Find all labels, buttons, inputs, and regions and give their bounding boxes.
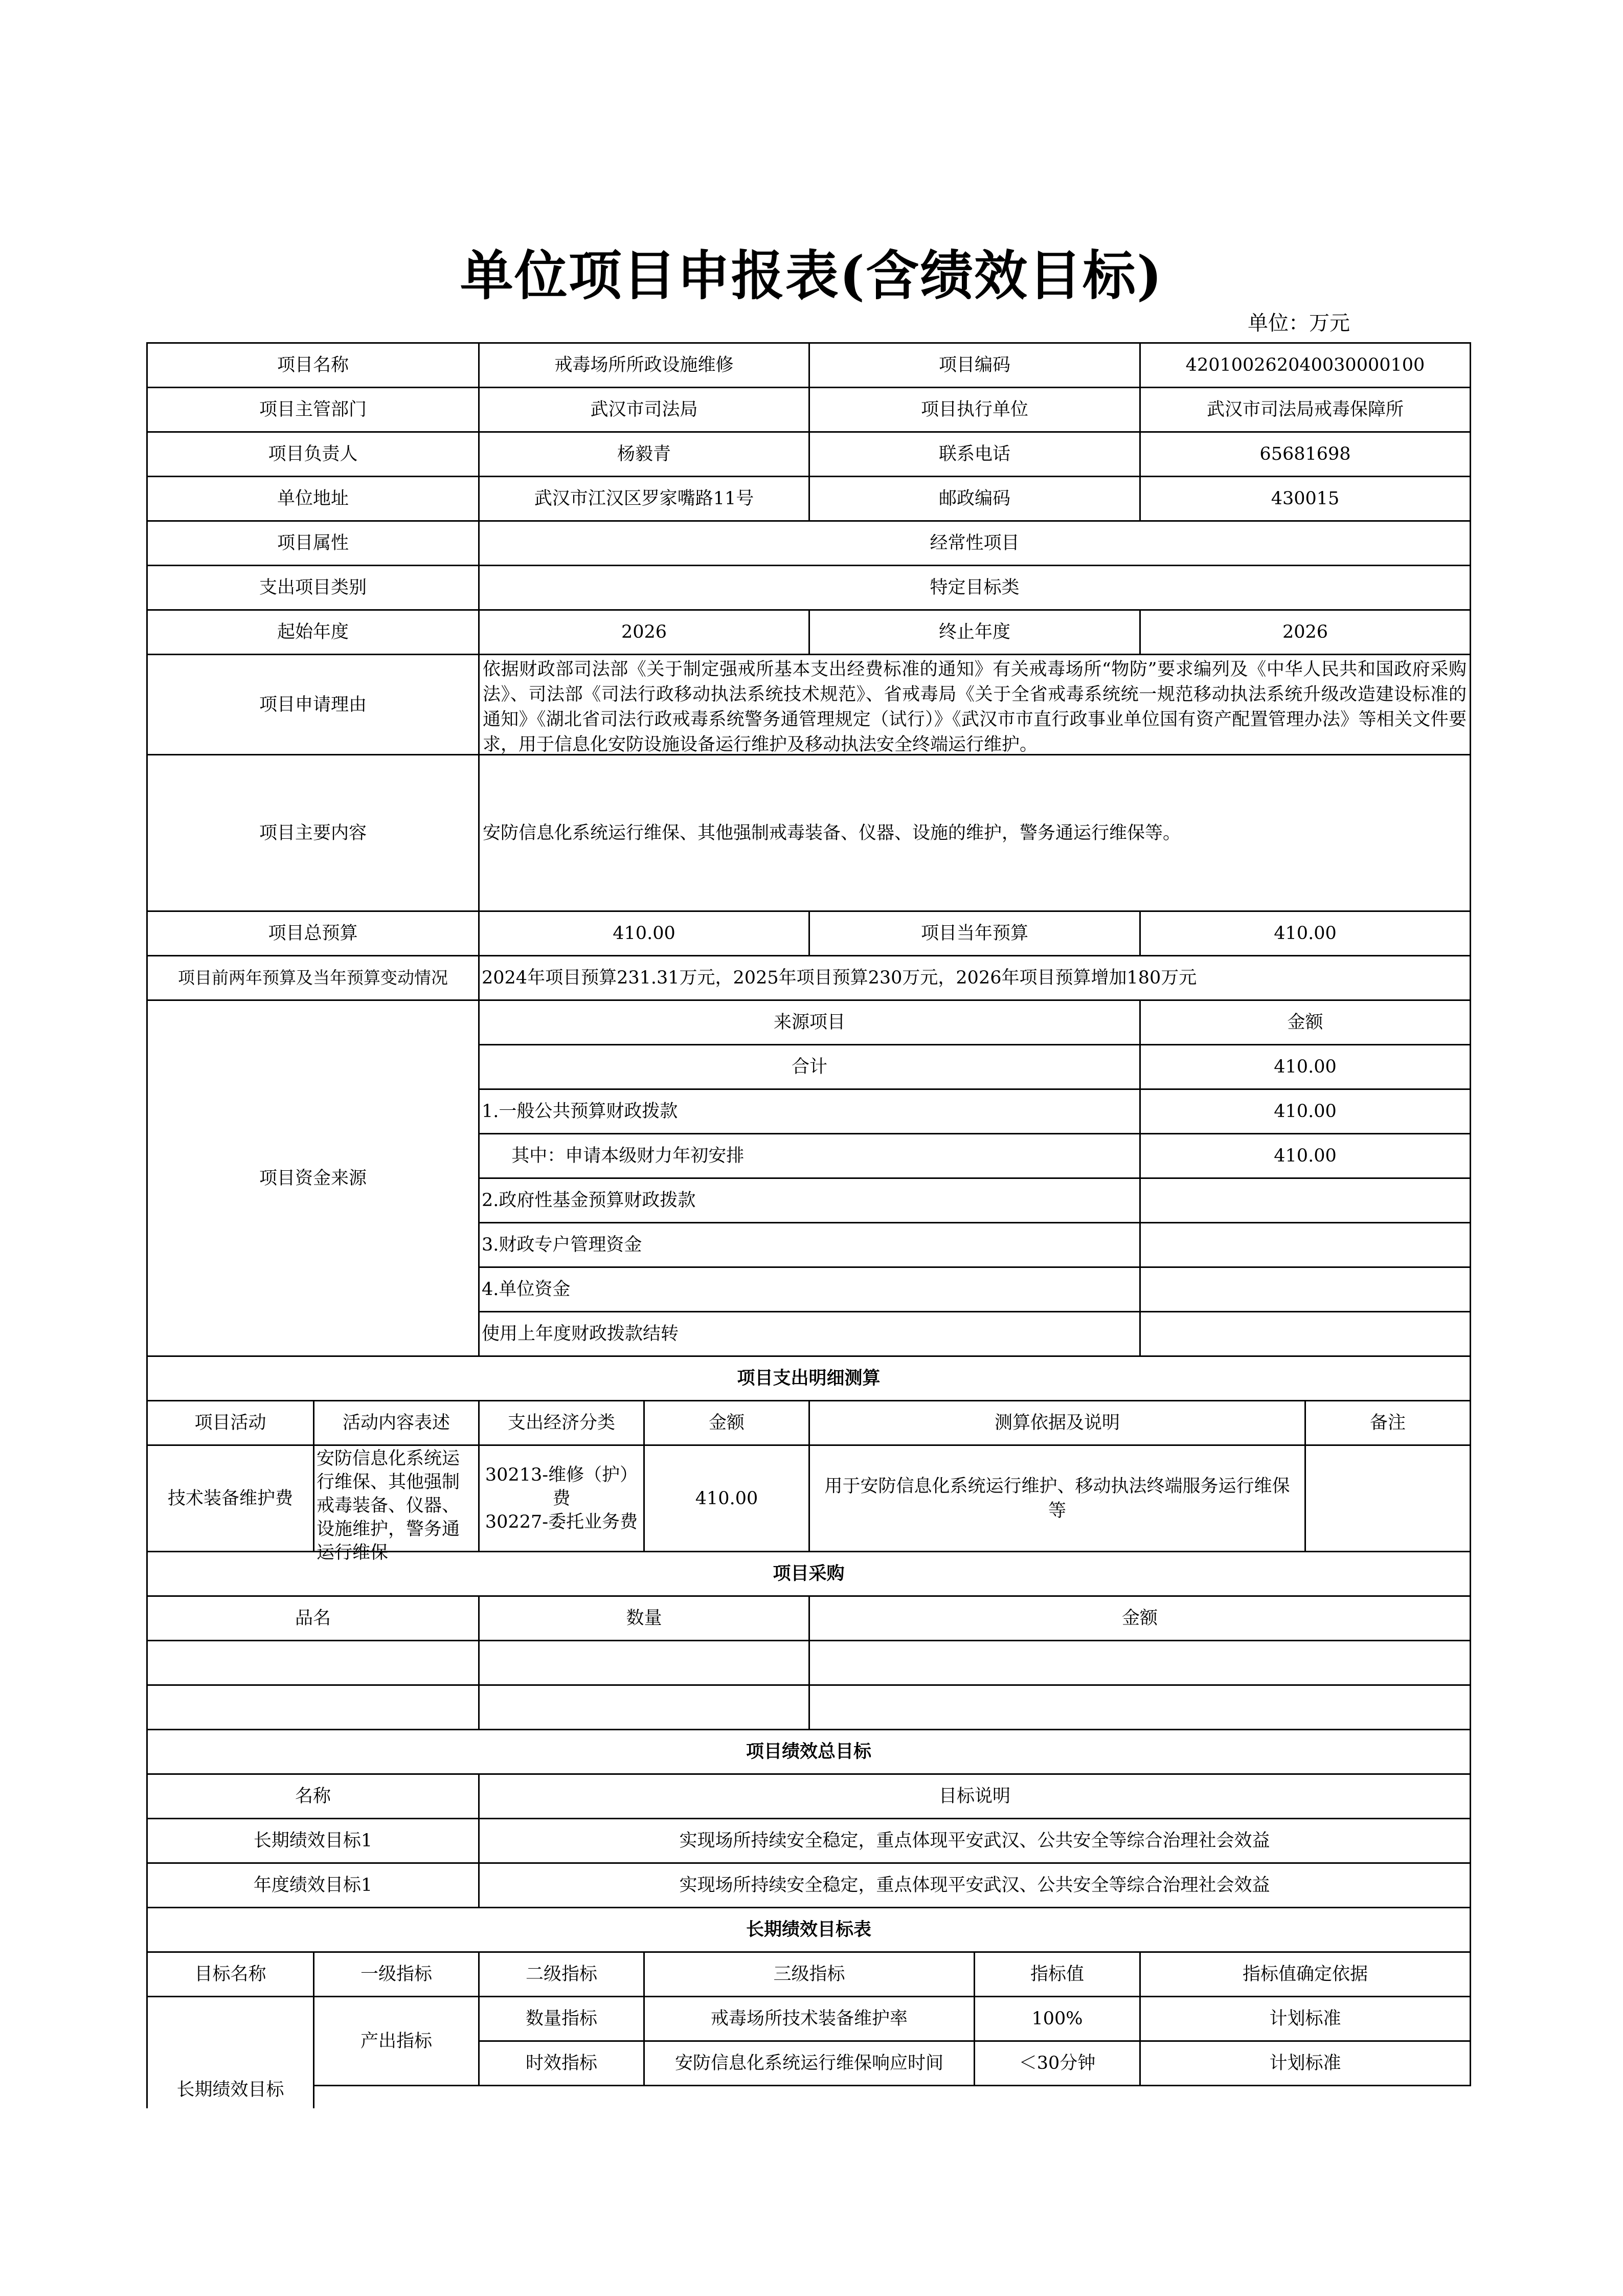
- label-funding-source: 项目资金来源: [146, 999, 480, 1357]
- funding-header-source: 来源项目: [478, 999, 1141, 1045]
- value-start-year: 2026: [478, 609, 810, 655]
- lt-goal-name: 长期绩效目标: [146, 1996, 314, 2108]
- label-phone: 联系电话: [808, 431, 1141, 477]
- value-manager: 杨毅青: [478, 431, 810, 477]
- label-end-year: 终止年度: [808, 609, 1141, 655]
- lt-basis: 计划标准: [1139, 1996, 1471, 2042]
- value-address: 武汉市江汉区罗家嘴路11号: [478, 476, 810, 522]
- goal-header-name: 名称: [146, 1773, 480, 1819]
- value-category: 特定目标类: [478, 565, 1471, 611]
- funding-row-label: 3.财政专户管理资金: [478, 1222, 1141, 1268]
- value-budget-change: 2024年项目预算231.31万元，2025年项目预算230万元，2026年项目预算增加180万元: [478, 955, 1471, 1001]
- expense-description: 安防信息化系统运行维保、其他强制戒毒装备、仪器、设施维护，警务通运行维保: [313, 1444, 480, 1552]
- funding-row-label: 2.政府性基金预算财政拨款: [478, 1177, 1141, 1223]
- procurement-amount: [808, 1640, 1471, 1686]
- funding-row-amount: 410.00: [1139, 1133, 1471, 1179]
- value-project-code: 420100262040030000100: [1139, 342, 1471, 388]
- value-postcode: 430015: [1139, 476, 1471, 522]
- lt-level2: 数量指标: [478, 1996, 645, 2042]
- procurement-qty: [478, 1640, 810, 1686]
- value-attribute: 经常性项目: [478, 520, 1471, 566]
- value-total-budget: 410.00: [478, 910, 810, 956]
- section-procurement: 项目采购: [146, 1551, 1471, 1597]
- label-category: 支出项目类别: [146, 565, 480, 611]
- expense-header-description: 活动内容表述: [313, 1400, 480, 1446]
- procurement-header-amount: 金额: [808, 1595, 1471, 1641]
- funding-row-amount: [1139, 1311, 1471, 1357]
- value-content: 安防信息化系统运行维保、其他强制戒毒装备、仪器、设施的维护，警务通运行维保等。: [478, 754, 1471, 912]
- funding-row-label: 合计: [478, 1044, 1141, 1090]
- procurement-header-name: 品名: [146, 1595, 480, 1641]
- lt-basis: 计划标准: [1139, 2040, 1471, 2086]
- label-manager: 项目负责人: [146, 431, 480, 477]
- goal-name: 长期绩效目标1: [146, 1818, 480, 1864]
- section-expense-detail: 项目支出明细测算: [146, 1355, 1471, 1401]
- funding-row-amount: 410.00: [1139, 1044, 1471, 1090]
- lt-header-level3: 三级指标: [643, 1951, 975, 1997]
- expense-header-amount: 金额: [643, 1400, 810, 1446]
- value-dept: 武汉市司法局: [478, 387, 810, 433]
- lt-level3: 安防信息化系统运行维保响应时间: [643, 2040, 975, 2086]
- lt-value: ＜30分钟: [974, 2040, 1141, 2086]
- lt-level1: 产出指标: [313, 1996, 480, 2086]
- section-performance-goals: 项目绩效总目标: [146, 1729, 1471, 1775]
- value-reason: 依据财政部司法部《关于制定强戒所基本支出经费标准的通知》有关戒毒场所“物防”要求编列及《中华人民共和国政府采购法》、司法部《司法行政移动执法系统技术规范》、省戒毒局《关于全省戒毒系统统一规范移动执法系统升级改造建设标准的通知》《湖北省司法行政戒毒系统警务通管理规定（试行）》《武汉市市直行政事业单位国有资产配置管理办法》等相关文件要求，用于信息化安防设施设备运行维护及移动执法安全终端运行维护。: [478, 654, 1471, 755]
- label-address: 单位地址: [146, 476, 480, 522]
- funding-row-label: 使用上年度财政拨款结转: [478, 1311, 1141, 1357]
- expense-header-activity: 项目活动: [146, 1400, 314, 1446]
- expense-basis: 用于安防信息化系统运行维护、移动执法终端服务运行维保等: [808, 1444, 1306, 1552]
- label-content: 项目主要内容: [146, 754, 480, 912]
- label-dept: 项目主管部门: [146, 387, 480, 433]
- procurement-name: [146, 1640, 480, 1686]
- expense-econ-class: 30213-维修（护）费 30227-委托业务费: [478, 1444, 645, 1552]
- goal-header-desc: 目标说明: [478, 1773, 1471, 1819]
- lt-header-basis: 指标值确定依据: [1139, 1951, 1471, 1997]
- procurement-header-qty: 数量: [478, 1595, 810, 1641]
- page-title: 单位项目申报表(含绩效目标): [460, 244, 1163, 307]
- expense-amount: 410.00: [643, 1444, 810, 1552]
- funding-row-amount: [1139, 1266, 1471, 1312]
- funding-row-amount: 410.00: [1139, 1088, 1471, 1134]
- lt-header-level1: 一级指标: [313, 1951, 480, 1997]
- value-year-budget: 410.00: [1139, 910, 1471, 956]
- funding-row-label: 4.单位资金: [478, 1266, 1141, 1312]
- lt-value: 100%: [974, 1996, 1141, 2042]
- label-attribute: 项目属性: [146, 520, 480, 566]
- goal-name: 年度绩效目标1: [146, 1862, 480, 1908]
- lt-header-value: 指标值: [974, 1951, 1141, 1997]
- value-project-name: 戒毒场所所政设施维修: [478, 342, 810, 388]
- expense-header-remark: 备注: [1304, 1400, 1471, 1446]
- lt-header-goal-name: 目标名称: [146, 1951, 314, 1997]
- procurement-amount: [808, 1684, 1471, 1730]
- expense-activity: 技术装备维护费: [146, 1444, 314, 1552]
- label-project-name: 项目名称: [146, 342, 480, 388]
- section-long-term-table: 长期绩效目标表: [146, 1907, 1471, 1953]
- value-exec-unit: 武汉市司法局戒毒保障所: [1139, 387, 1471, 433]
- label-start-year: 起始年度: [146, 609, 480, 655]
- expense-remark: [1304, 1444, 1471, 1552]
- unit-label: 单位：万元: [1248, 311, 1350, 335]
- expense-header-basis: 测算依据及说明: [808, 1400, 1306, 1446]
- goal-desc: 实现场所持续安全稳定，重点体现平安武汉、公共安全等综合治理社会效益: [478, 1862, 1471, 1908]
- lt-header-level2: 二级指标: [478, 1951, 645, 1997]
- expense-header-econ-class: 支出经济分类: [478, 1400, 645, 1446]
- value-phone: 65681698: [1139, 431, 1471, 477]
- label-budget-change: 项目前两年预算及当年预算变动情况: [146, 955, 480, 1001]
- funding-row-amount: [1139, 1222, 1471, 1268]
- funding-row-label: 其中：申请本级财力年初安排: [478, 1133, 1141, 1179]
- procurement-name: [146, 1684, 480, 1730]
- funding-row-label: 1.一般公共预算财政拨款: [478, 1088, 1141, 1134]
- label-year-budget: 项目当年预算: [808, 910, 1141, 956]
- procurement-qty: [478, 1684, 810, 1730]
- funding-header-amount: 金额: [1139, 999, 1471, 1045]
- funding-row-amount: [1139, 1177, 1471, 1223]
- lt-level2: 时效指标: [478, 2040, 645, 2086]
- project-declaration-table: [148, 344, 1471, 2100]
- goal-desc: 实现场所持续安全稳定，重点体现平安武汉、公共安全等综合治理社会效益: [478, 1818, 1471, 1864]
- label-project-code: 项目编码: [808, 342, 1141, 388]
- label-reason: 项目申请理由: [146, 654, 480, 755]
- value-end-year: 2026: [1139, 609, 1471, 655]
- lt-level3: 戒毒场所技术装备维护率: [643, 1996, 975, 2042]
- label-postcode: 邮政编码: [808, 476, 1141, 522]
- label-exec-unit: 项目执行单位: [808, 387, 1141, 433]
- label-total-budget: 项目总预算: [146, 910, 480, 956]
